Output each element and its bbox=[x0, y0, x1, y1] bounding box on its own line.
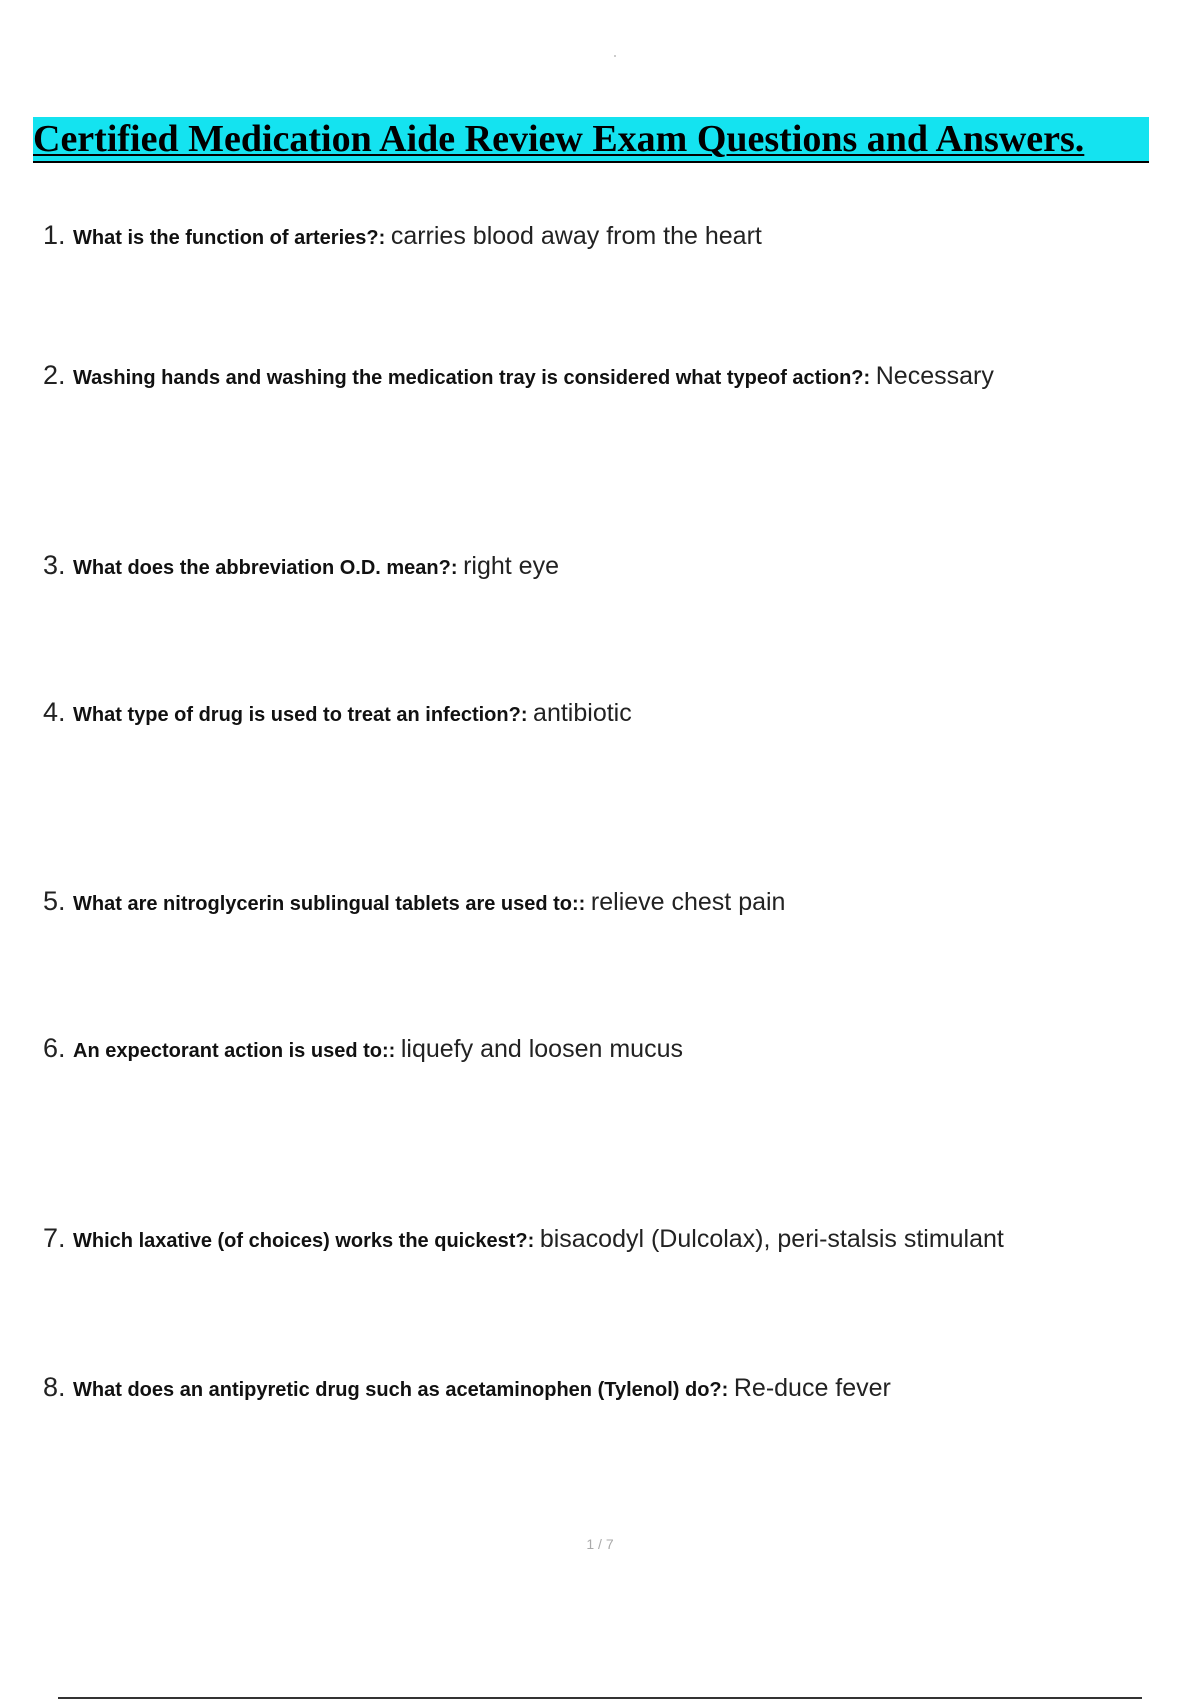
qa-item-4 bbox=[43, 697, 1163, 728]
qa-answer: carries blood away from the heart bbox=[390, 222, 762, 250]
qa-item-6 bbox=[43, 1033, 1163, 1064]
qa-item-3 bbox=[43, 550, 1163, 581]
qa-question: An expectorant action is used to:: bbox=[73, 1040, 401, 1062]
qa-question: What are nitroglycerin sublingual tablets are used to:: bbox=[73, 893, 591, 915]
qa-question: What type of drug is used to treat an infection?: bbox=[73, 704, 534, 726]
qa-number: 7. bbox=[43, 1223, 74, 1253]
qa-answer: antibiotic bbox=[533, 699, 632, 727]
qa-item-8 bbox=[43, 1372, 1163, 1403]
qa-number: 5. bbox=[43, 886, 74, 916]
qa-answer: liquefy and loosen mucus bbox=[400, 1035, 683, 1063]
qa-item-5 bbox=[43, 886, 1163, 917]
document-title: Certified Medication Aide Review Exam Questions and Answers. bbox=[33, 118, 1085, 160]
qa-question: What is the function of arteries?: bbox=[73, 227, 391, 249]
qa-item-7 bbox=[43, 1223, 1163, 1254]
qa-question: Which laxative (of choices) works the quickest?: bbox=[73, 1230, 540, 1252]
qa-answer: right eye bbox=[463, 552, 559, 580]
qa-question: What does the abbreviation O.D. mean?: bbox=[73, 557, 464, 579]
qa-number: 1. bbox=[43, 220, 74, 250]
title-highlight bbox=[33, 117, 1149, 163]
qa-answer: Re-duce fever bbox=[733, 1374, 891, 1402]
qa-number: 6. bbox=[43, 1033, 74, 1063]
qa-answer: Necessary bbox=[875, 362, 994, 390]
page-number: 1 / 7 bbox=[586, 1536, 614, 1552]
qa-answer: relieve chest pain bbox=[590, 888, 786, 916]
qa-number: 8. bbox=[43, 1372, 74, 1402]
qa-number: 4. bbox=[43, 697, 74, 727]
qa-number: 3. bbox=[43, 550, 74, 580]
qa-item-2 bbox=[43, 360, 1163, 391]
scan-speck bbox=[614, 55, 616, 57]
qa-item-1 bbox=[43, 220, 1163, 251]
bottom-divider bbox=[58, 1697, 1142, 1699]
qa-answer: bisacodyl (Dulcolax), peri-stalsis stimulant bbox=[539, 1225, 1004, 1253]
qa-number: 2. bbox=[43, 360, 74, 390]
qa-question: What does an antipyretic drug such as acetaminophen (Tylenol) do?: bbox=[73, 1379, 734, 1401]
qa-question: Washing hands and washing the medication tray is considered what typeof action?: bbox=[73, 367, 876, 389]
